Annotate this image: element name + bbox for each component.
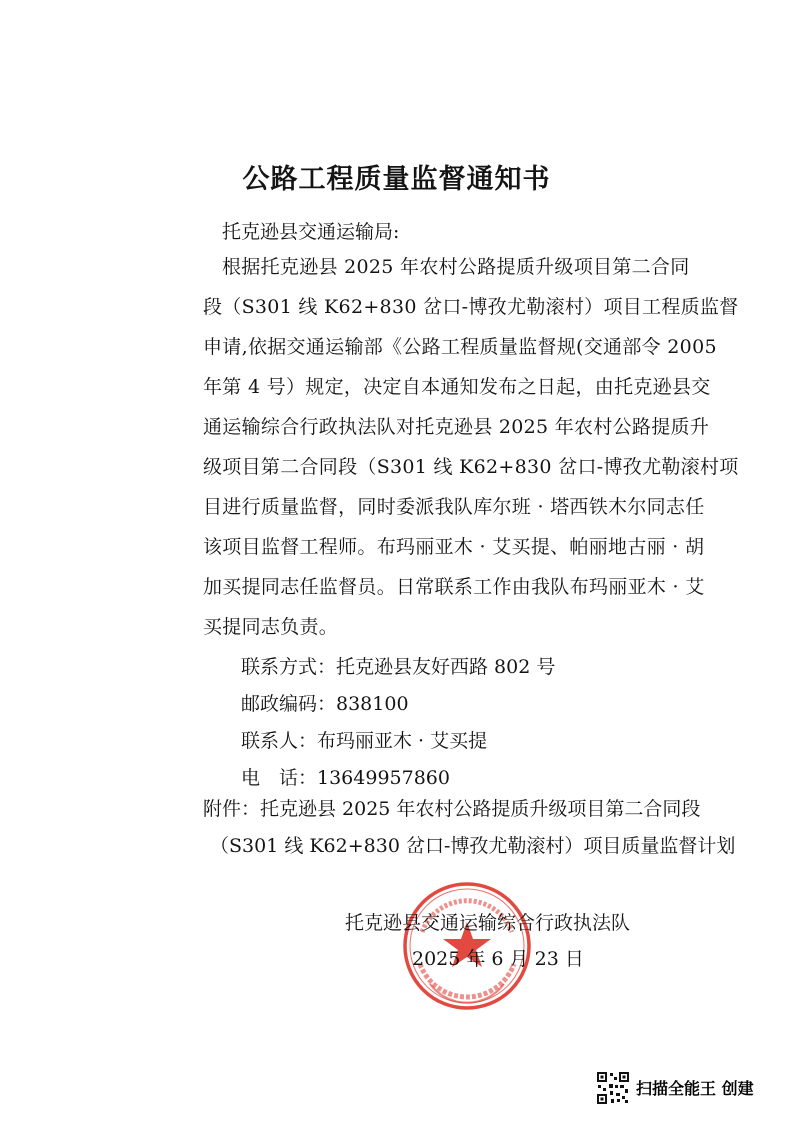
- attachment-line: （S301 线 K62+830 岔口-博孜尤勒滚村）项目质量监督计划: [210, 835, 736, 857]
- body-line: 买提同志负责。: [203, 616, 339, 638]
- document-title: 公路工程质量监督通知书: [242, 164, 551, 195]
- contact-postcode: 邮政编码：838100: [241, 693, 409, 715]
- body-line: 该项目监督工程师。布玛丽亚木 · 艾买提、帕丽地古丽 · 胡: [203, 536, 705, 558]
- signature-date: 2025 年 6 月 23 日: [412, 948, 584, 970]
- contact-person: 联系人：布玛丽亚木 · 艾买提: [241, 730, 488, 752]
- qr-code-icon: [596, 1071, 630, 1105]
- attachment-line: 附件：托克逊县 2025 年农村公路提质升级项目第二合同段: [203, 798, 701, 820]
- body-line: 年第 4 号）规定，决定自本通知发布之日起，由托克逊县交: [203, 376, 711, 398]
- contact-phone: 电 话：13649957860: [241, 767, 450, 789]
- body-line: 段（S301 线 K62+830 岔口-博孜尤勒滚村）项目工程质监督: [203, 296, 739, 318]
- salutation: 托克逊县交通运输局:: [222, 221, 400, 243]
- contact-address: 联系方式：托克逊县友好西路 802 号: [241, 656, 556, 678]
- body-line: 申请,依据交通运输部《公路工程质量监督规(交通部令 2005: [203, 336, 717, 358]
- body-line: 目进行质量监督，同时委派我队库尔班 · 塔西铁木尔同志任: [203, 496, 705, 518]
- body-line: 通运输综合行政执法队对托克逊县 2025 年农村公路提质升: [203, 416, 710, 438]
- body-line: 根据托克逊县 2025 年农村公路提质升级项目第二合同: [222, 256, 690, 278]
- signature-org: 托克逊县交通运输综合行政执法队: [345, 912, 631, 934]
- body-line: 加买提同志任监督员。日常联系工作由我队布玛丽亚木 · 艾: [203, 576, 705, 598]
- scanner-brand: 扫描全能王 创建: [636, 1079, 754, 1098]
- body-line: 级项目第二合同段（S301 线 K62+830 岔口-博孜尤勒滚村项: [203, 456, 739, 478]
